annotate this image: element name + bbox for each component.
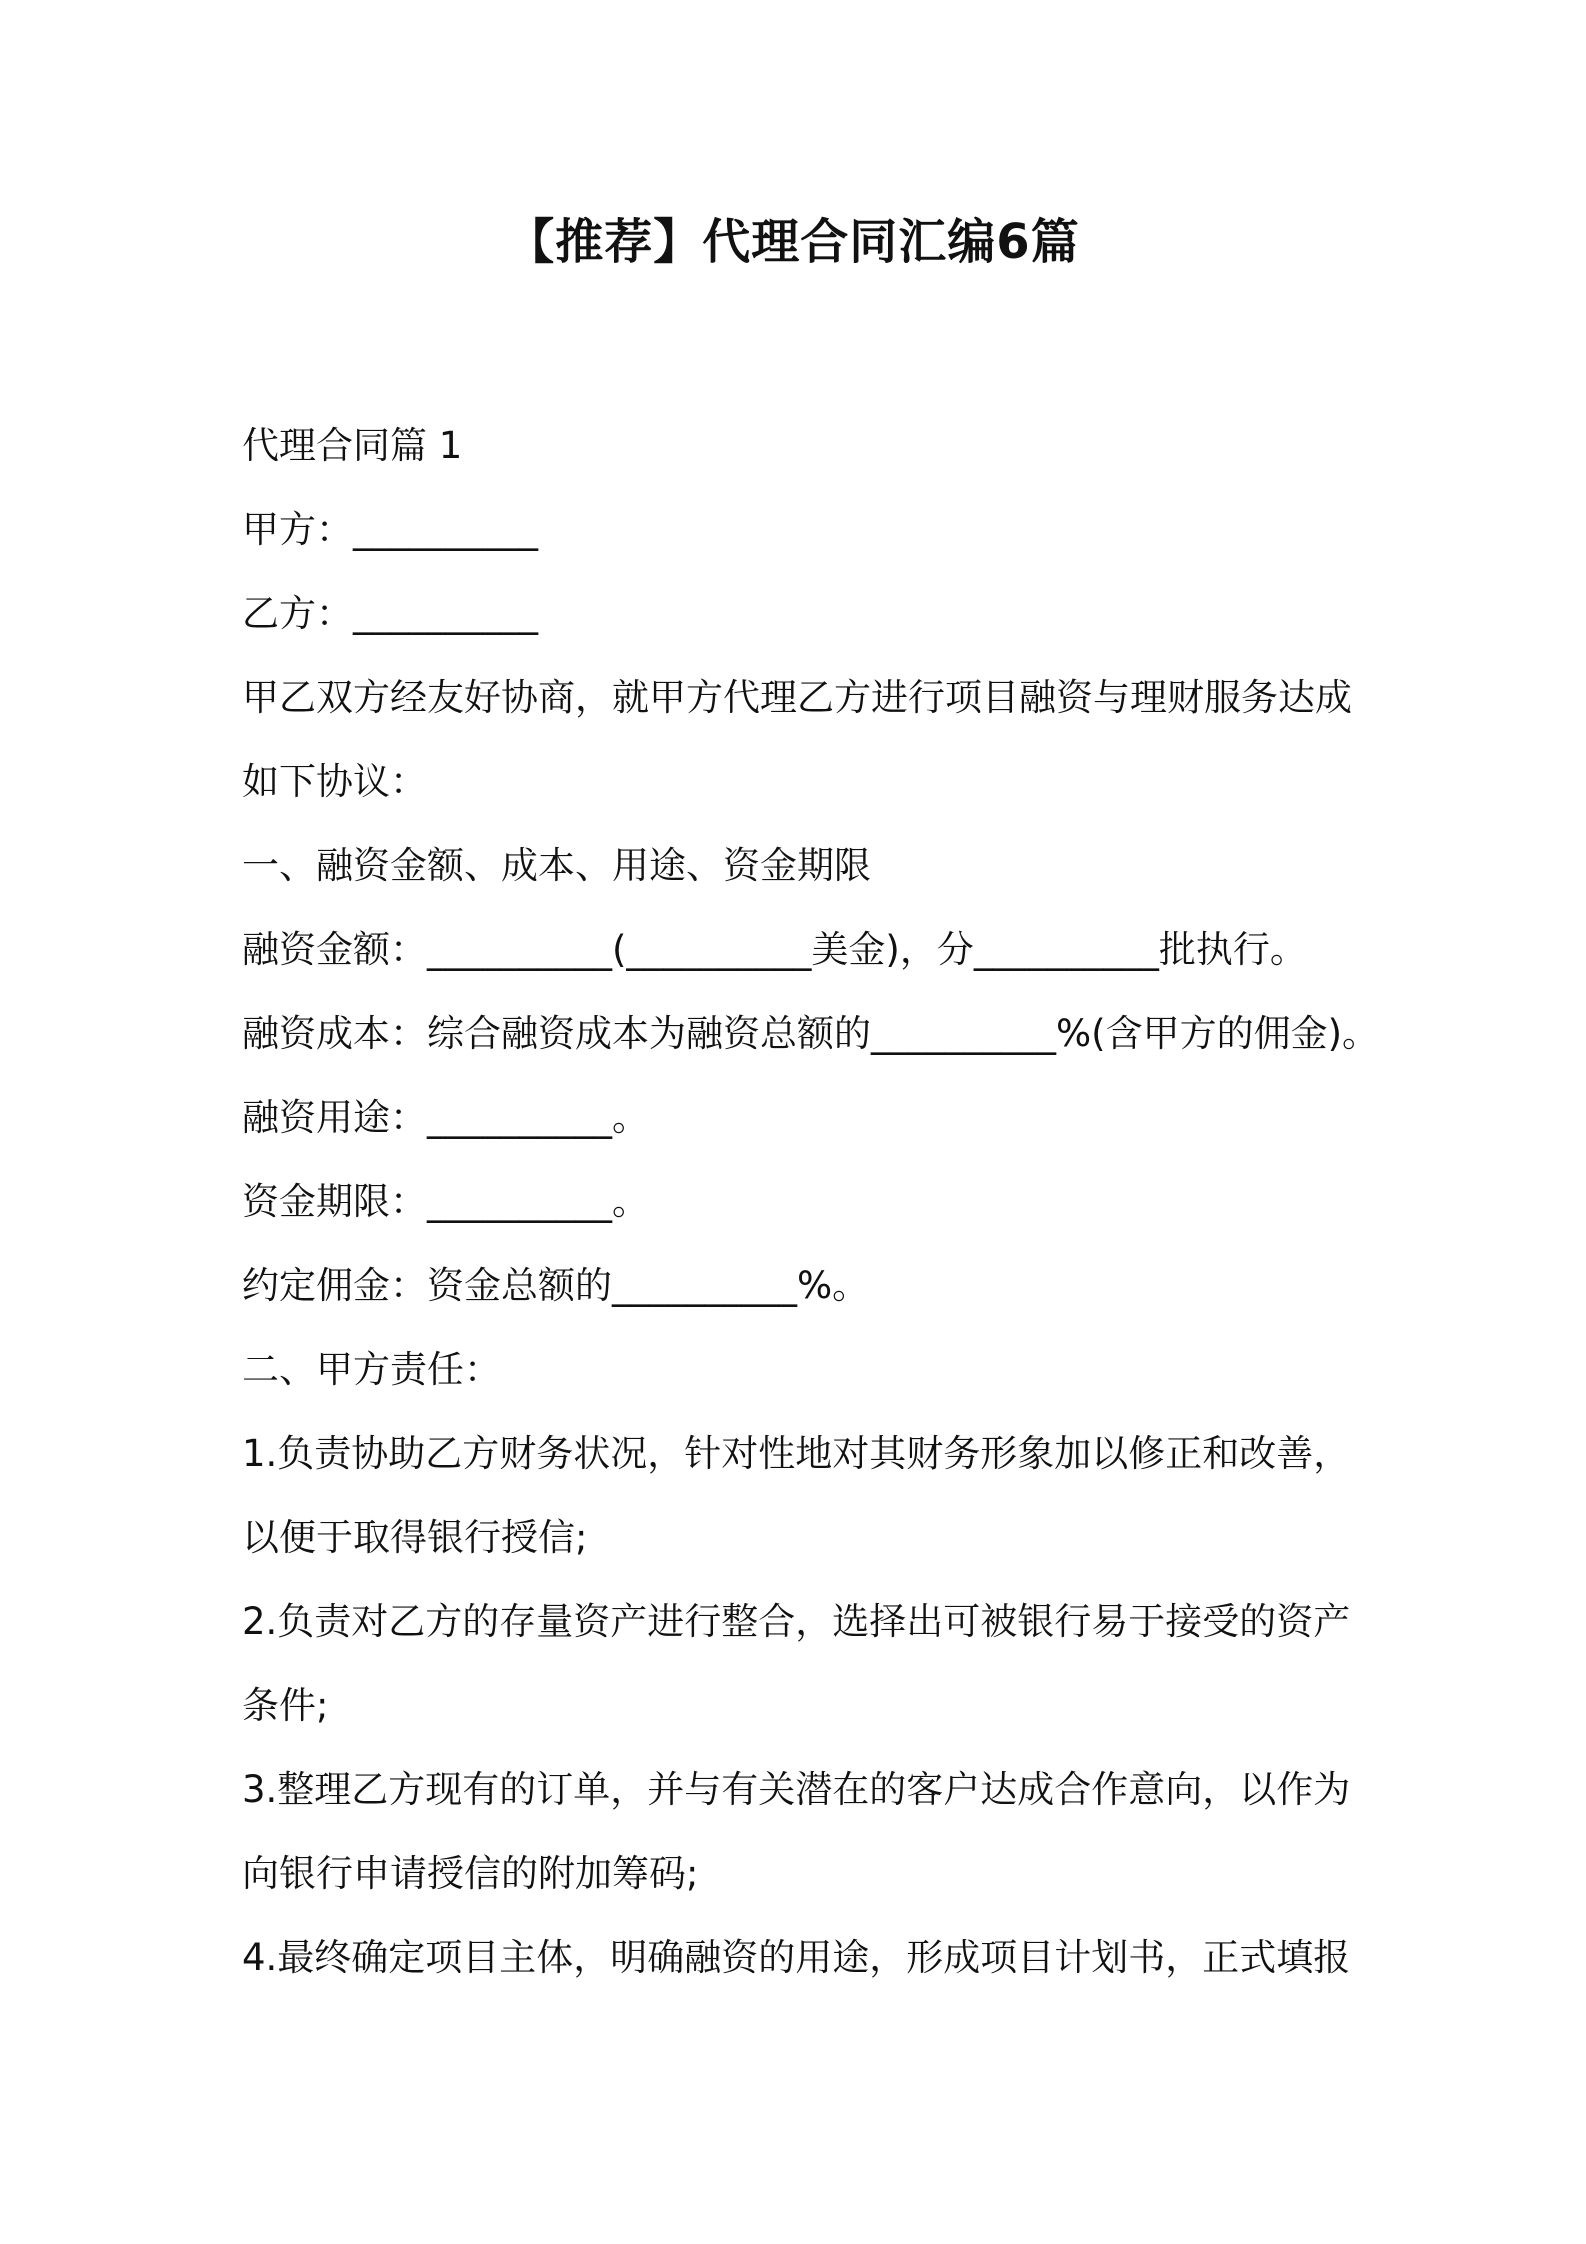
list-item-line: 向银行申请授信的附加筹码; — [242, 1852, 699, 1895]
paragraph-line: 如下协议： — [242, 760, 427, 803]
paragraph-line: 融资金额：__________(__________美金)，分__________批执行。 — [242, 928, 1307, 971]
party-a-line: 甲方：__________ — [242, 508, 538, 551]
clause-heading: 一、融资金额、成本、用途、资金期限 — [242, 844, 871, 887]
list-item-line: 3.整理乙方现有的订单，并与有关潜在的客户达成合作意向，以作为 — [242, 1768, 1351, 1811]
section-heading: 代理合同篇 1 — [242, 424, 463, 467]
document-body — [242, 404, 1402, 2000]
document-title: 【推荐】代理合同汇编6篇 — [506, 214, 1080, 270]
paragraph-line: 融资成本：综合融资成本为融资总额的__________%(含甲方的佣金)。 — [242, 1012, 1380, 1055]
list-item-line: 条件; — [242, 1684, 329, 1727]
party-b-line: 乙方：__________ — [242, 592, 538, 635]
paragraph-line: 资金期限：__________。 — [242, 1180, 649, 1223]
paragraph-line: 融资用途：__________。 — [242, 1096, 649, 1139]
list-item-line: 以便于取得银行授信; — [242, 1516, 588, 1559]
list-item-line: 1.负责协助乙方财务状况，针对性地对其财务形象加以修正和改善， — [242, 1432, 1351, 1475]
list-item-line: 2.负责对乙方的存量资产进行整合，选择出可被银行易于接受的资产 — [242, 1600, 1351, 1643]
list-item-line: 4.最终确定项目主体，明确融资的用途，形成项目计划书，正式填报 — [242, 1936, 1351, 1979]
paragraph-line: 约定佣金：资金总额的__________%。 — [242, 1264, 870, 1307]
paragraph-line: 甲乙双方经友好协商，就甲方代理乙方进行项目融资与理财服务达成 — [242, 676, 1352, 719]
clause-heading: 二、甲方责任： — [242, 1348, 501, 1391]
